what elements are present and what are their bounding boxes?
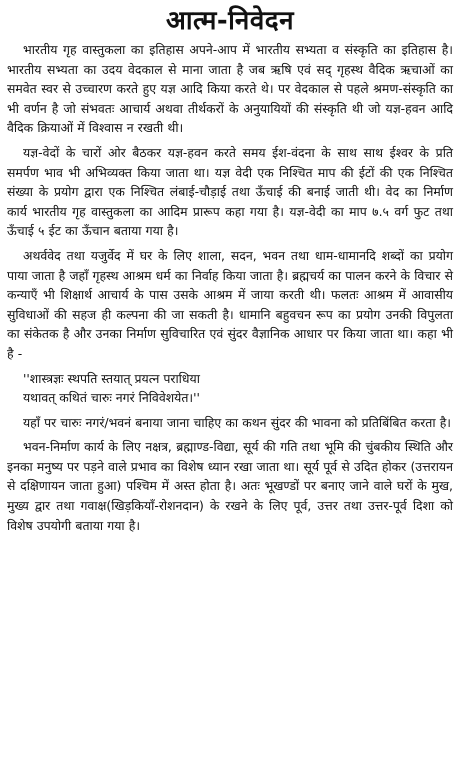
paragraph-4: यहाँ पर चारुः नगरं/भवनं बनाया जाना चाहिए का कथन सुंदर की भावना को प्रतिबिंबित करता है। (23, 414, 451, 430)
paragraph-5: भवन-निर्माण कार्य के लिए नक्षत्र, ब्रह्माण्ड-विद्या, सूर्य की गति तथा भूमि की चुंबकीय स्थिति और इनका मनुष्य पर पड़ने वाले प्रभाव का विशेष ध्यान रखा जाता था। सूर्य पूर्व से उदित होकर (उत्तरायन से दक्षिणायन जाता हुआ) पश्चिम में अस्त होता है। अतः भूखण्डों पर बनाए जाने वाले घरों के मुख, मुख्य द्वार तथा गवाक्ष(खिड़कियाँ-रोशनदान) के रखने के लिए पूर्व, उत्तर तथा उत्तर-पूर्व दिशा को विशेष उपयोगी बताया गया है। (7, 439, 453, 533)
paragraph-2: यज्ञ-वेदों के चारों ओर बैठकर यज्ञ-हवन करते समय ईश-वंदना के साथ साथ ईश्वर के प्रति समर्पण भाव भी अभिव्यक्त किया जाता था। यज्ञ वेदी एक निश्चित माप की ईटों की एक निश्चित संख्या के प्रयोग द्वारा एक निश्चित लंबाई-चौड़ाई तथा ऊँचाई की बनाई जाती थी। वेद का निर्माण कार्य भारतीय गृह वास्तुकला का आदिम प्रारूप कहा गया है। यज्ञ-वेदी का माप ७.५ वर्ग फुट तथा ऊँचाई ५ ईट का ऊँचान बताया गया है। (7, 144, 453, 239)
paragraph-3: अथर्ववेद तथा यजुर्वेद में घर के लिए शाला, सदन, भवन तथा धाम-धामानदि शब्दों का प्रयोग पाया जाता है जहाँ गृहस्थ आश्रम धर्म का निर्वाह किया जाता है। ब्रह्मचर्य का पालन करने के विचार से कन्याएँ भी शिक्षार्थ आचार्य के पास उसके आश्रम में जाया करती थी। फलतः आश्रम में आवासीय सुविधाओं की सहज ही कल्पना की जा सकती है। धामानि बहुवचन रूप का प्रयोग उनकी विपुलता का संकेतक है और उनका निर्माण सुविचारित एवं सुंदर वैज्ञानिक आधार पर किया जाता था। कहा भी है - (7, 247, 453, 361)
quote-line-1: ''शास्त्रज्ञः स्थपति स्तयात् प्रयत्न पराधिया (23, 370, 200, 386)
sanskrit-quote (7, 369, 453, 408)
page-title: आत्म-निवेदन (165, 6, 295, 36)
quote-line-2: यथावत् कथितं चारुः नगरं निविवेशयेत।'' (23, 390, 200, 406)
paragraph-1: भारतीय गृह वास्तुकला का इतिहास अपने-आप में भारतीय सभ्यता व संस्कृति का इतिहास है। भारतीय सभ्यता का उदय वेदकाल से माना जाता है जब ऋषि एवं सद् गृहस्थ वैदिक ऋचाओं का समवेत स्वर से उच्चारण करते हुए यज्ञ आदि किया करते थे। पर वेदकाल से पहले श्रमण-संस्कृति का भी वर्णन है जो संभवतः आचार्य अथवा तीर्थकरों के अनुयायियों की संस्कृति थी जो यज्ञ-हवन आदि वैदिक क्रियाओं में विश्वास न रखती थी। (7, 42, 453, 136)
